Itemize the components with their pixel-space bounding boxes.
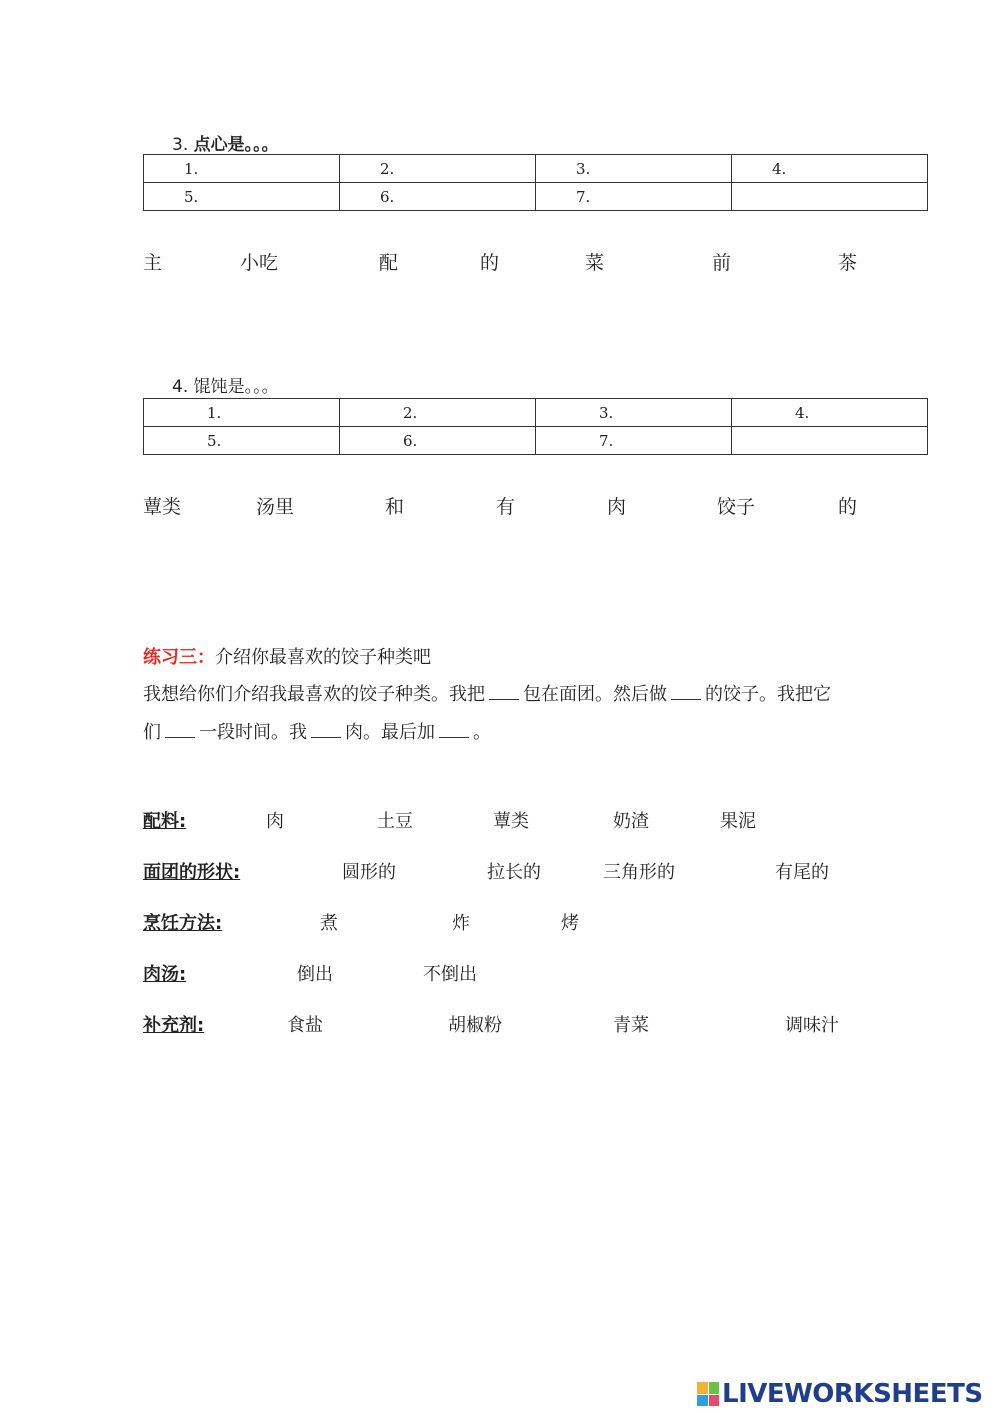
q3-cell-1[interactable]: 1.	[144, 155, 340, 183]
q4-answer-table	[143, 398, 928, 455]
option-shape-4[interactable]: 有尾的	[775, 862, 829, 883]
q3-answer-table	[143, 154, 928, 211]
ex3-paragraph-line-1	[143, 676, 831, 714]
option-cooking-1[interactable]: 煮	[320, 913, 338, 934]
option-shape-1[interactable]: 圆形的	[342, 862, 396, 883]
option-broth-2[interactable]: 不倒出	[423, 964, 477, 985]
q3-cell-empty	[732, 183, 928, 211]
blank-1[interactable]	[489, 685, 519, 700]
ex3-paragraph-line-2	[143, 714, 491, 752]
q3-cell-3[interactable]: 3.	[536, 155, 732, 183]
q3-word-3[interactable]: 配	[379, 252, 399, 274]
option-cooking-3[interactable]: 烤	[561, 913, 579, 934]
q4-word-4[interactable]: 有	[496, 496, 516, 518]
blank-5[interactable]	[439, 723, 469, 738]
option-label-fillings: 配料:	[143, 811, 187, 832]
q4-cell-6[interactable]: 6.	[340, 427, 536, 455]
q4-number: 4.	[172, 377, 189, 397]
q3-cell-5[interactable]: 5.	[144, 183, 340, 211]
q4-cell-empty	[732, 427, 928, 455]
q4-title-text: 馄饨是。。。	[193, 377, 279, 397]
q3-word-6[interactable]: 前	[712, 252, 732, 274]
q4-word-7[interactable]: 的	[838, 496, 858, 518]
option-label-additives: 补充剂:	[143, 1015, 205, 1036]
option-cooking-2[interactable]: 炸	[452, 913, 470, 934]
table-row	[144, 155, 928, 183]
q3-cell-7[interactable]: 7.	[536, 183, 732, 211]
table-row	[144, 427, 928, 455]
option-fillings-1[interactable]: 肉	[266, 811, 284, 832]
ex3-text-1: 我想给你们介绍我最喜欢的饺子种类。我把	[143, 684, 485, 705]
q4-cell-3[interactable]: 3.	[536, 399, 732, 427]
ex3-text-3: 的饺子。我把它	[705, 684, 831, 705]
ex3-title: 介绍你最喜欢的饺子种类吧	[215, 647, 431, 668]
blank-3[interactable]	[165, 723, 195, 738]
q4-cell-5[interactable]: 5.	[144, 427, 340, 455]
ex3-label: 练习三：	[143, 647, 215, 668]
liveworksheets-logo	[697, 1380, 983, 1408]
table-row	[144, 183, 928, 211]
option-shape-3[interactable]: 三角形的	[603, 862, 675, 883]
blank-2[interactable]	[671, 685, 701, 700]
ex3-text-6: 肉。最后加	[345, 722, 435, 743]
ex3-text-7: 。	[473, 722, 491, 743]
q3-title-text: 点心是。。。	[193, 135, 279, 155]
brand-text: LIVEWORKSHEETS	[722, 1379, 983, 1409]
ex3-text-2: 包在面团。然后做	[523, 684, 667, 705]
option-fillings-4[interactable]: 奶渣	[613, 811, 649, 832]
blank-4[interactable]	[311, 723, 341, 738]
option-additives-1[interactable]: 食盐	[287, 1015, 323, 1036]
q3-word-7[interactable]: 茶	[838, 252, 858, 274]
q3-word-2[interactable]: 小吃	[240, 252, 279, 274]
q4-word-1[interactable]: 蕈类	[143, 496, 182, 518]
q4-cell-4[interactable]: 4.	[732, 399, 928, 427]
table-row	[144, 399, 928, 427]
q3-number: 3.	[172, 135, 189, 155]
option-label-broth: 肉汤:	[143, 964, 187, 985]
option-additives-3[interactable]: 青菜	[613, 1015, 649, 1036]
q4-cell-7[interactable]: 7.	[536, 427, 732, 455]
q3-cell-4[interactable]: 4.	[732, 155, 928, 183]
ex3-text-4: 们	[143, 722, 161, 743]
option-fillings-2[interactable]: 土豆	[377, 811, 413, 832]
q4-cell-2[interactable]: 2.	[340, 399, 536, 427]
option-additives-2[interactable]: 胡椒粉	[448, 1015, 502, 1036]
option-fillings-3[interactable]: 蕈类	[493, 811, 529, 832]
q4-word-5[interactable]: 肉	[607, 496, 627, 518]
brand-icon	[697, 1382, 719, 1406]
q3-cell-2[interactable]: 2.	[340, 155, 536, 183]
q4-cell-1[interactable]: 1.	[144, 399, 340, 427]
ex3-heading	[143, 643, 431, 669]
option-shape-2[interactable]: 拉长的	[487, 862, 541, 883]
q4-word-3[interactable]: 和	[385, 496, 405, 518]
q4-title	[172, 372, 279, 397]
option-broth-1[interactable]: 倒出	[297, 964, 333, 985]
ex3-text-5: 一段时间。我	[199, 722, 307, 743]
option-fillings-5[interactable]: 果泥	[720, 811, 756, 832]
option-additives-4[interactable]: 调味汁	[785, 1015, 839, 1036]
q3-word-4[interactable]: 的	[480, 252, 500, 274]
q4-word-2[interactable]: 汤里	[256, 496, 295, 518]
option-label-shape: 面团的形状:	[143, 862, 241, 883]
option-label-cooking: 烹饪方法:	[143, 913, 223, 934]
q3-cell-6[interactable]: 6.	[340, 183, 536, 211]
q4-word-6[interactable]: 饺子	[717, 496, 756, 518]
q3-word-5[interactable]: 菜	[585, 252, 605, 274]
q3-word-1[interactable]: 主	[143, 252, 163, 274]
q3-title	[172, 130, 279, 155]
